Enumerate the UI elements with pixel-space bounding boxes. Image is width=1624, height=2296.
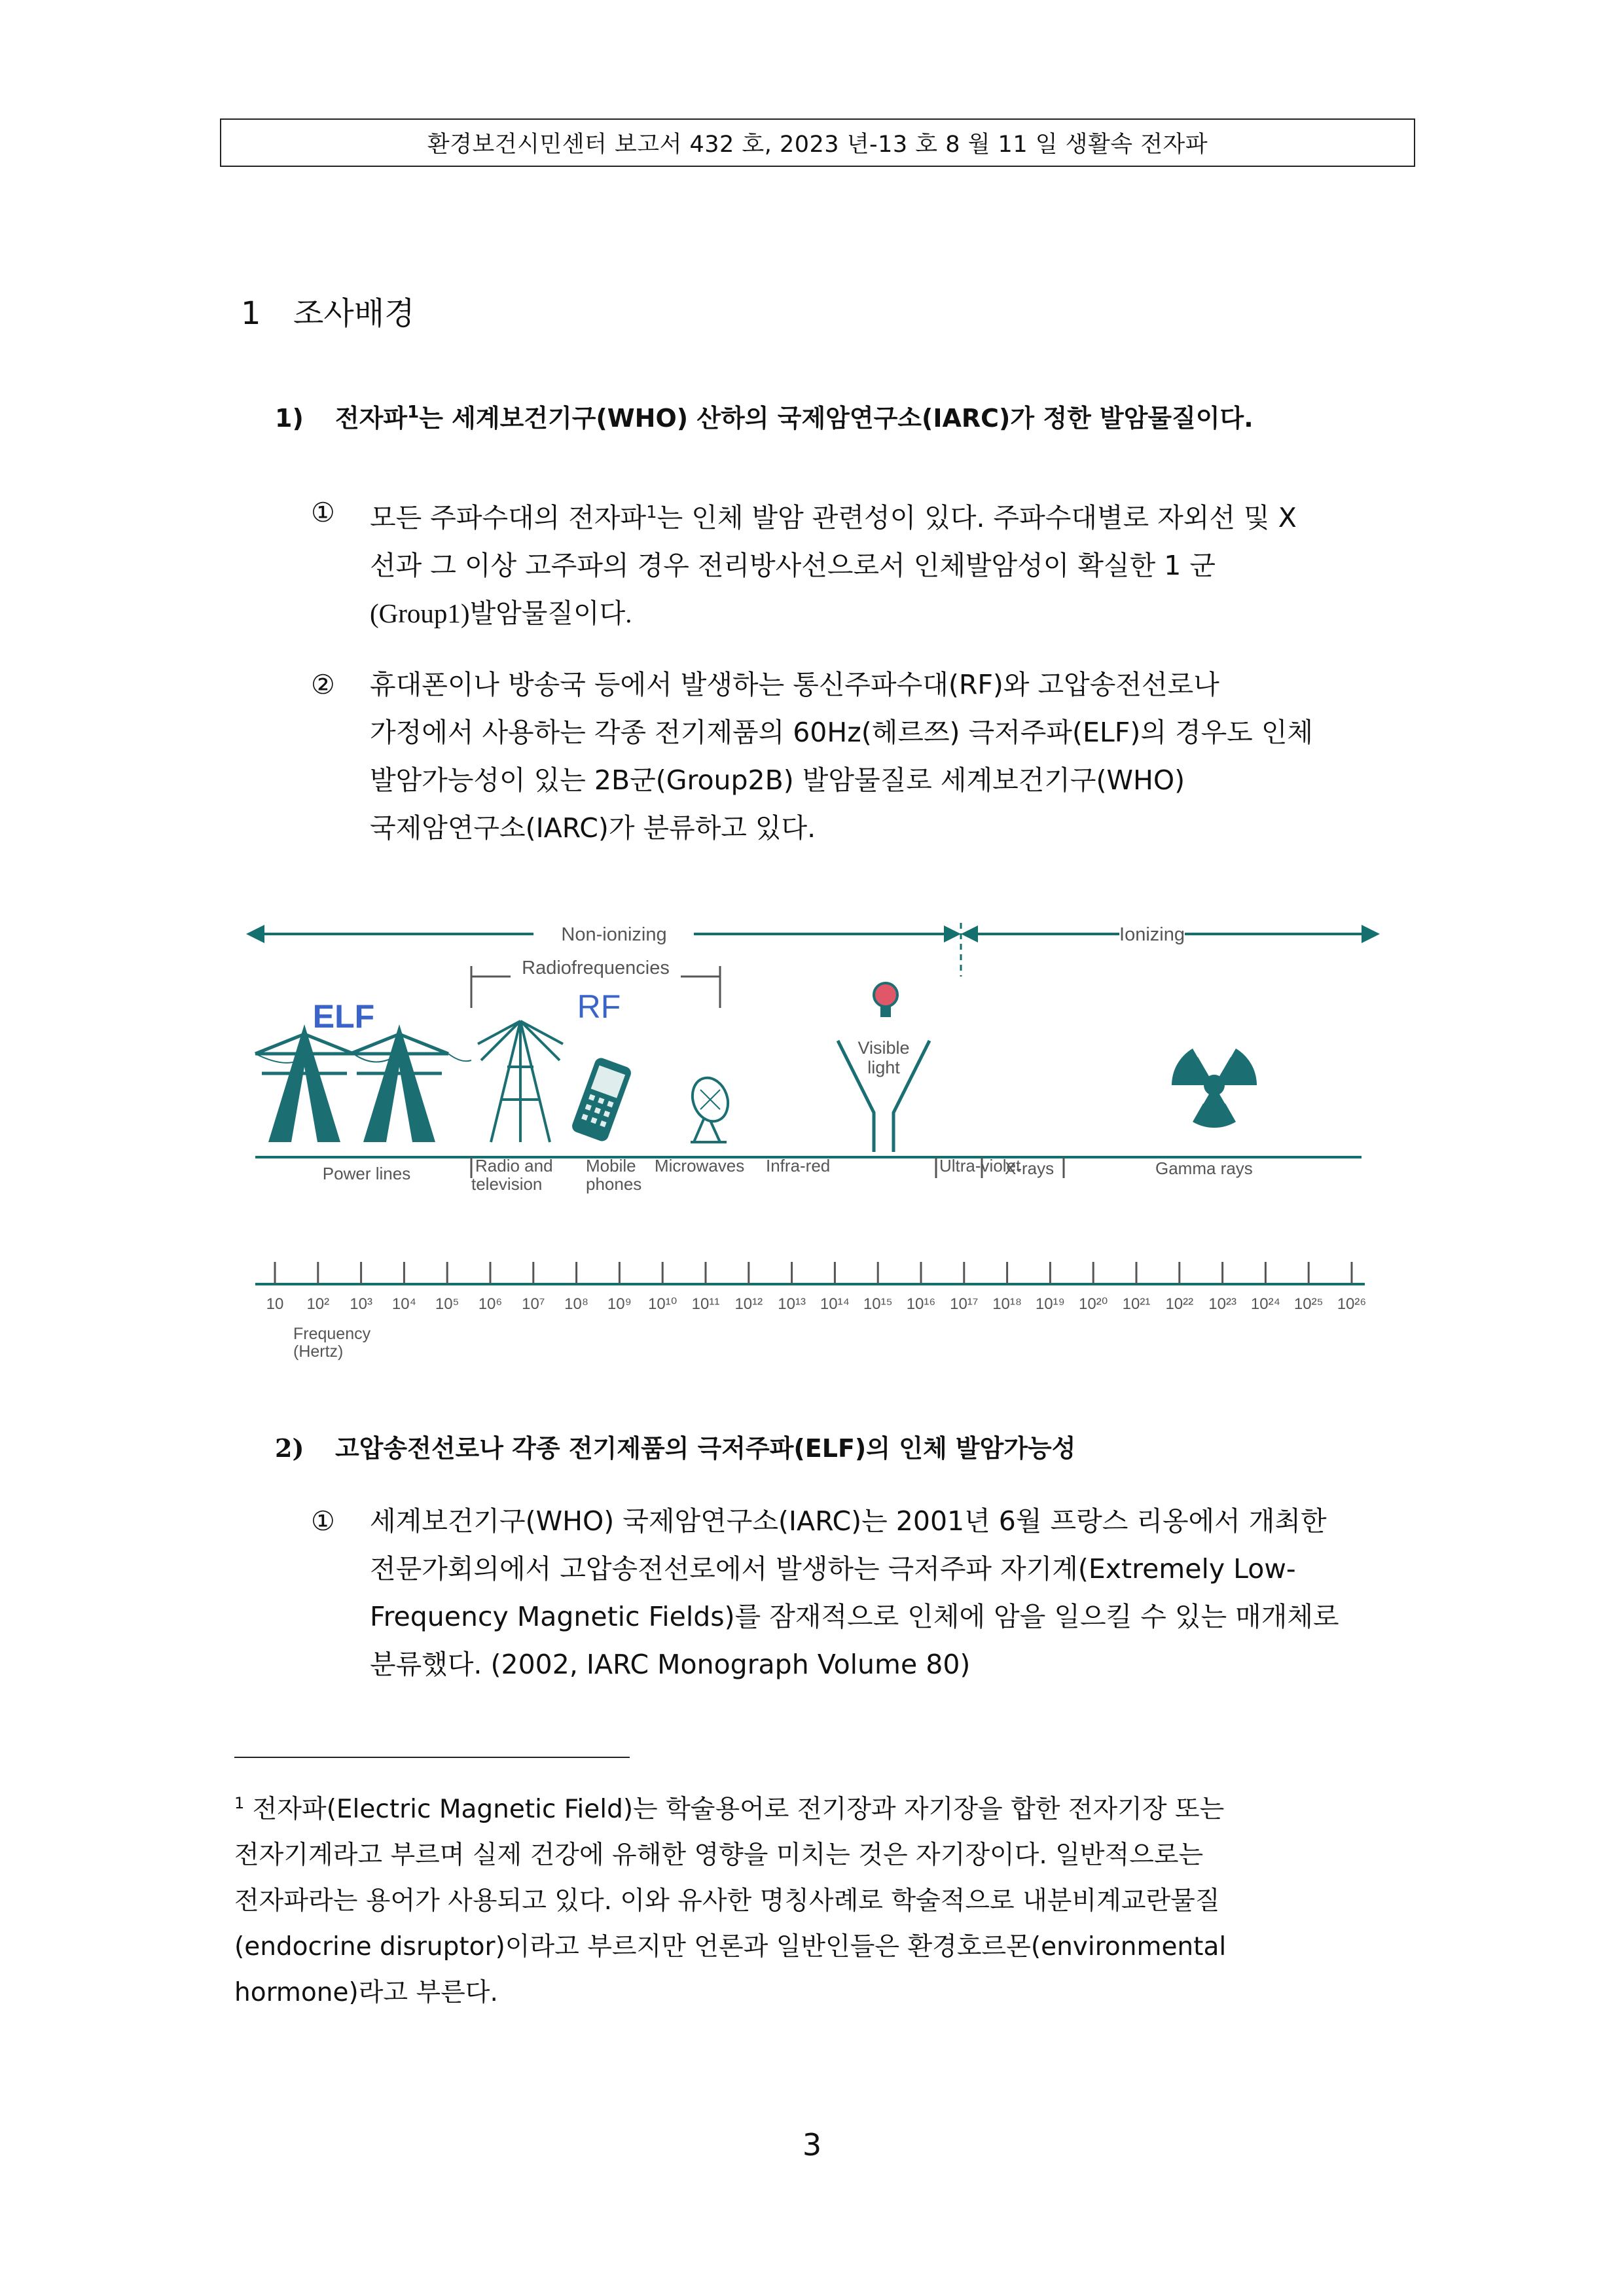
frequency-tick-label: 10¹⁶ bbox=[906, 1295, 936, 1313]
footnote-line: (endocrine disruptor)이라고 부르지만 언론과 일반인들은 환경호르몬(environmental bbox=[234, 1932, 1227, 1962]
footnote-line: 전자기계라고 부르며 실제 건강에 유해한 영향을 미치는 것은 자기장이다. 일반적으로는 bbox=[234, 1840, 1204, 1870]
subheading-1-text-b: 는 세계보건기구(WHO) 산하의 국제암연구소(IARC)가 정한 발암물질이다. bbox=[419, 404, 1254, 433]
footnote-line bbox=[234, 1780, 1226, 1833]
item-line bbox=[370, 489, 1297, 542]
item-line: 전문가회의에서 고압송전선로에서 발생하는 극저주파 자기계(Extremely Low- bbox=[370, 1553, 1296, 1585]
item-text: 모든 주파수대의 전자파 bbox=[370, 502, 647, 533]
frequency-axis bbox=[255, 1262, 1366, 1313]
item-line: 가정에서 사용하는 각종 전기제품의 60Hz(헤르쯔) 극저주파(ELF)의 경우도 인체 bbox=[370, 717, 1314, 748]
non-ionizing-label: Non-ionizing bbox=[561, 924, 667, 945]
category-label: Infra-red bbox=[766, 1156, 831, 1175]
report-header bbox=[220, 118, 1415, 167]
left-arrowhead bbox=[246, 925, 264, 943]
frequency-unit-label: (Hertz) bbox=[293, 1342, 344, 1361]
frequency-label: Frequency bbox=[293, 1325, 371, 1343]
category-label: Power lines bbox=[322, 1164, 411, 1183]
footnote-divider bbox=[234, 1757, 630, 1758]
frequency-tick-label: 10¹² bbox=[734, 1295, 763, 1313]
page-number: 3 bbox=[802, 2127, 822, 2162]
item-line: 분류했다. (2002, IARC Monograph Volume 80) bbox=[370, 1649, 971, 1680]
elf-label: ELF bbox=[312, 998, 375, 1035]
visible-light-label-2: light bbox=[867, 1058, 900, 1077]
frequency-tick-label: 10¹⁹ bbox=[1035, 1295, 1065, 1313]
footnote-line: hormone)라고 부른다. bbox=[234, 1978, 498, 2007]
category-label: phones bbox=[586, 1174, 642, 1194]
frequency-tick-label: 10⁹ bbox=[607, 1295, 632, 1313]
item-marker: ① bbox=[311, 1505, 335, 1537]
section-number: 1 bbox=[241, 295, 261, 332]
frequency-tick-label: 10²⁶ bbox=[1337, 1295, 1367, 1313]
category-label: Microwaves bbox=[655, 1156, 745, 1175]
ionizing-label: Ionizing bbox=[1119, 924, 1185, 945]
item-line: Frequency Magnetic Fields)를 잠재적으로 인체에 암을 일으킬 수 있는 매개체로 bbox=[370, 1601, 1339, 1632]
power-pylon-icon bbox=[255, 1024, 471, 1142]
item-line: 휴대폰이나 방송국 등에서 발생하는 통신주파수대(RF)와 고압송전선로나 bbox=[370, 669, 1219, 700]
frequency-tick-label: 10¹⁴ bbox=[820, 1295, 850, 1313]
frequency-tick-label: 10²² bbox=[1165, 1295, 1194, 1313]
frequency-tick-label: 10¹⁷ bbox=[950, 1295, 979, 1313]
footnote-ref: 1 bbox=[407, 403, 420, 422]
footnote-ref: 1 bbox=[646, 503, 657, 522]
frequency-tick-label: 10²¹ bbox=[1122, 1295, 1151, 1313]
category-label: Gamma rays bbox=[1155, 1158, 1253, 1178]
item-marker: ① bbox=[311, 497, 335, 528]
footnote-marker: 1 bbox=[234, 1794, 245, 1812]
frequency-tick-label: 10²⁴ bbox=[1250, 1295, 1280, 1313]
category-label: television bbox=[471, 1174, 543, 1194]
radio-tower-icon bbox=[478, 1021, 563, 1142]
category-label: Ultra-violet bbox=[939, 1156, 1021, 1175]
rf-label: RF bbox=[577, 988, 621, 1025]
frequency-tick-label: 10⁵ bbox=[435, 1295, 460, 1313]
item-text: 는 인체 발암 관련성이 있다. 주파수대별로 자외선 및 X bbox=[657, 502, 1297, 533]
frequency-tick-label: 10¹¹ bbox=[691, 1295, 720, 1313]
footnote bbox=[234, 1780, 1226, 2016]
category-label: X-rays bbox=[1005, 1158, 1055, 1178]
frequency-tick-label: 10⁷ bbox=[522, 1295, 545, 1313]
category-label: Radio and bbox=[475, 1156, 553, 1175]
footnote-text: 전자파(Electric Magnetic Field)는 학술용어로 전기장과 자기장을 합한 전자기장 또는 bbox=[244, 1795, 1225, 1824]
frequency-tick-label: 10¹⁸ bbox=[992, 1295, 1022, 1313]
item-line: 국제암연구소(IARC)가 분류하고 있다. bbox=[370, 812, 816, 844]
light-bulb-icon bbox=[838, 983, 929, 1152]
item-line: 발암가능성이 있는 2B군(Group2B) 발암물질로 세계보건기구(WHO) bbox=[370, 764, 1185, 796]
visible-light-label-1: Visible bbox=[857, 1038, 910, 1058]
frequency-tick-label: 10³ bbox=[350, 1295, 372, 1313]
subheading-1 bbox=[275, 398, 1254, 434]
frequency-tick-label: 10² bbox=[306, 1295, 330, 1313]
frequency-tick-label: 10¹³ bbox=[778, 1295, 806, 1313]
ionizing-arrow bbox=[246, 923, 1380, 977]
category-label: Mobile bbox=[586, 1156, 636, 1175]
frequency-tick-label: 10⁶ bbox=[478, 1295, 503, 1313]
radiation-icon bbox=[1172, 1049, 1257, 1128]
mobile-phone-icon bbox=[570, 1056, 633, 1143]
item-marker: ② bbox=[311, 669, 335, 700]
subheading-2-number: 2) bbox=[275, 1433, 304, 1463]
frequency-tick-label: 10²⁵ bbox=[1293, 1295, 1324, 1313]
frequency-tick-label: 10⁴ bbox=[391, 1295, 416, 1313]
em-spectrum-figure bbox=[242, 903, 1394, 1381]
subheading-2-text: 고압송전선로나 각종 전기제품의 극저주파(ELF)의 인체 발암가능성 bbox=[335, 1434, 1076, 1463]
footnote-line: 전자파라는 용어가 사용되고 있다. 이와 유사한 명칭사례로 학술적으로 내분비계교란물질 bbox=[234, 1886, 1220, 1916]
subheading-2 bbox=[275, 1428, 1075, 1464]
frequency-tick-label: 10²³ bbox=[1208, 1295, 1236, 1313]
radiofrequencies-label: Radiofrequencies bbox=[522, 958, 670, 978]
frequency-tick-label: 10 bbox=[266, 1295, 284, 1313]
frequency-tick-label: 10²⁰ bbox=[1079, 1295, 1108, 1313]
right-arrowhead bbox=[1362, 925, 1380, 943]
subheading-1-text-a: 전자파 bbox=[335, 404, 408, 433]
section-title: 조사배경 bbox=[293, 295, 415, 332]
frequency-tick-label: 10¹⁵ bbox=[863, 1295, 893, 1313]
item-line: 선과 그 이상 고주파의 경우 전리방사선으로서 인체발암성이 확실한 1 군 bbox=[370, 550, 1216, 581]
frequency-tick-label: 10¹⁰ bbox=[648, 1295, 677, 1313]
subheading-1-number: 1) bbox=[275, 404, 304, 433]
frequency-tick-label: 10⁸ bbox=[564, 1295, 589, 1313]
item-line: (Group1)발암물질이다. bbox=[370, 598, 632, 628]
section-heading bbox=[241, 288, 414, 333]
satellite-dish-icon bbox=[687, 1073, 734, 1142]
category-band bbox=[255, 1156, 1362, 1194]
item-line: 세계보건기구(WHO) 국제암연구소(IARC)는 2001년 6월 프랑스 리옹에서 개최한 bbox=[370, 1505, 1327, 1537]
report-header-text: 환경보건시민센터 보고서 432 호, 2023 년-13 호 8 월 11 일 생활속 전자파 bbox=[427, 132, 1208, 158]
